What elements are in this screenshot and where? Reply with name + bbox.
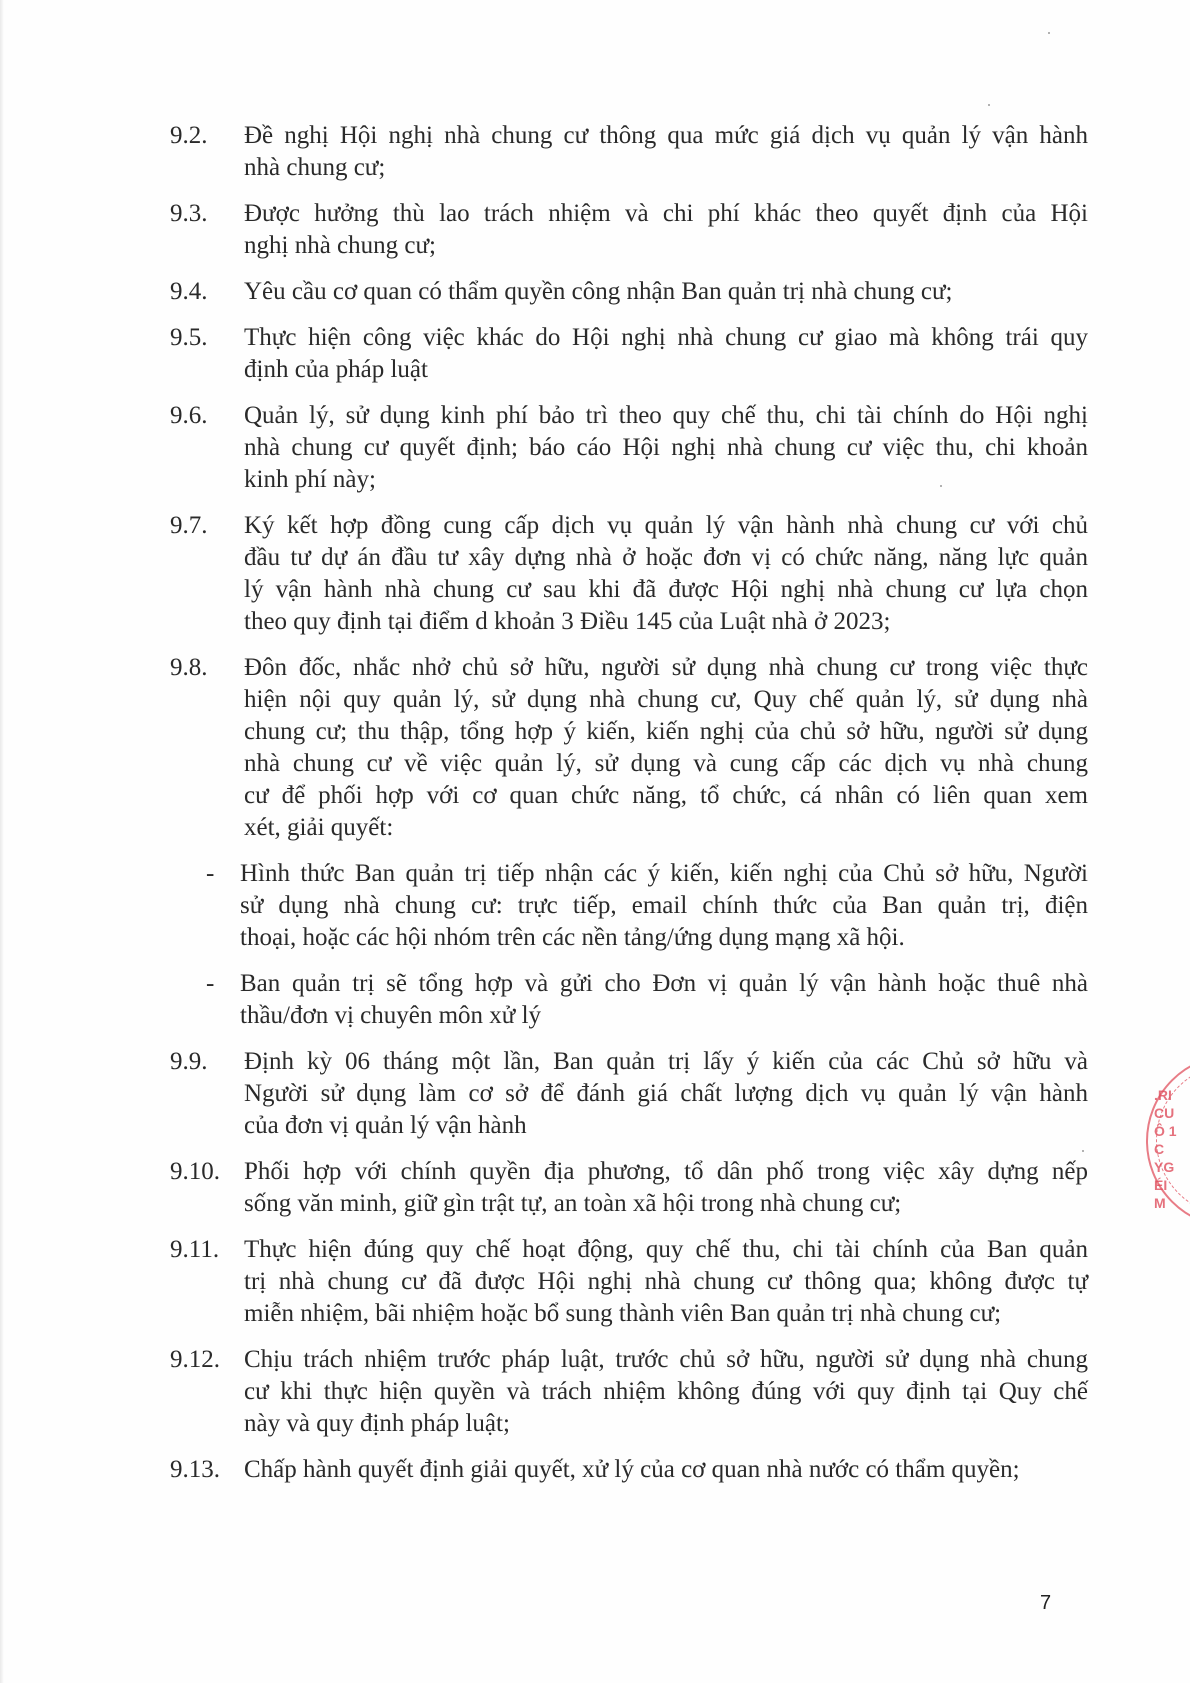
text-line: đầu tư dự án đầu tư xây dựng nhà ở hoặc đơn vị có chức năng, năng lực quản [244, 544, 1088, 571]
item-number: 9.12. [170, 1346, 220, 1373]
item-text [244, 198, 1088, 262]
list-item [170, 322, 1088, 386]
text-line: nhà chung cư quyết định; báo cáo Hội nghị nhà chung cư việc thu, chi khoản [244, 434, 1088, 461]
stamp-text [1154, 1086, 1190, 1212]
stamp-fragment: YG [1154, 1159, 1175, 1175]
text-line: thầu/đơn vị chuyên môn xử lý [240, 1002, 542, 1029]
item-text [244, 1046, 1088, 1142]
text-line: chung cư; thu thập, tổng hợp ý kiến, kiến nghị của chủ sở hữu, người sử dụng [244, 718, 1088, 745]
sub-list-item [170, 858, 1088, 954]
scan-speck [1048, 32, 1050, 34]
text-line: Yêu cầu cơ quan có thẩm quyền công nhận Ban quản trị nhà chung cư; [244, 278, 953, 305]
stamp-fragment: .RI [1154, 1087, 1172, 1103]
text-line: kinh phí này; [244, 466, 376, 493]
list-item [170, 1046, 1088, 1142]
stamp-fragment: CU [1154, 1105, 1175, 1121]
list-item [170, 510, 1088, 638]
item-number: 9.5. [170, 324, 208, 351]
item-number: 9.10. [170, 1158, 220, 1185]
text-line: nhà chung cư; [244, 154, 386, 181]
item-number: 9.4. [170, 278, 208, 305]
list-item [170, 652, 1088, 844]
list-item [170, 276, 1088, 308]
text-line: này và quy định pháp luật; [244, 1410, 510, 1437]
text-line: Ký kết hợp đồng cung cấp dịch vụ quản lý vận hành nhà chung cư với chủ [244, 512, 1088, 539]
item-number: 9.6. [170, 402, 208, 429]
document-body [170, 120, 1088, 1500]
item-text [244, 1454, 1088, 1486]
text-line: Thực hiện đúng quy chế hoạt động, quy chế thu, chi tài chính của Ban quản [244, 1236, 1088, 1263]
scan-speck [988, 104, 990, 106]
list-item [170, 400, 1088, 496]
text-line: Được hưởng thù lao trách nhiệm và chi phí khác theo quyết định của Hội [244, 200, 1088, 227]
text-line: hiện nội quy quản lý, sử dụng nhà chung cư, Quy chế quản lý, sử dụng nhà [244, 686, 1088, 713]
list-item [170, 1454, 1088, 1486]
text-line: Người sử dụng làm cơ sở để đánh giá chất lượng dịch vụ quản lý vận hành [244, 1080, 1088, 1107]
text-line: Định kỳ 06 tháng một lần, Ban quản trị lấy ý kiến của các Chủ sở hữu và [244, 1048, 1088, 1075]
text-line: cư để phối hợp với cơ quan chức năng, tổ chức, cá nhân có liên quan xem [244, 782, 1088, 809]
text-line: nghị nhà chung cư; [244, 232, 436, 259]
list-item [170, 198, 1088, 262]
text-line: Quản lý, sử dụng kinh phí bảo trì theo quy chế thu, chi tài chính do Hội nghị [244, 402, 1088, 429]
text-line: Chịu trách nhiệm trước pháp luật, trước chủ sở hữu, người sử dụng nhà chung [244, 1346, 1088, 1373]
text-line: lý vận hành nhà chung cư sau khi đã được Hội nghị nhà chung cư lựa chọn [244, 576, 1088, 603]
text-line: định của pháp luật [244, 356, 428, 383]
sub-item-text [240, 968, 1088, 1032]
scan-speck [1082, 1150, 1084, 1152]
item-number: 9.3. [170, 200, 208, 227]
list-item [170, 1234, 1088, 1330]
item-text [244, 1344, 1088, 1440]
text-line: Hình thức Ban quản trị tiếp nhận các ý kiến, kiến nghị của Chủ sở hữu, Người [240, 860, 1088, 887]
scan-edge-shadow [0, 0, 4, 1683]
text-line: miễn nhiệm, bãi nhiệm hoặc bổ sung thành viên Ban quản trị nhà chung cư; [244, 1300, 1002, 1327]
item-number: 9.13. [170, 1456, 220, 1483]
text-line: Đề nghị Hội nghị nhà chung cư thông qua mức giá dịch vụ quản lý vận hành [244, 122, 1088, 149]
item-text [244, 510, 1088, 638]
list-item [170, 1156, 1088, 1220]
text-line: Ban quản trị sẽ tổng hợp và gửi cho Đơn vị quản lý vận hành hoặc thuê nhà [240, 970, 1088, 997]
text-line: sử dụng nhà chung cư: trực tiếp, email chính thức của Ban quản trị, điện [240, 892, 1088, 919]
item-text [244, 400, 1088, 496]
item-number: 9.8. [170, 654, 208, 681]
item-number: 9.11. [170, 1236, 220, 1263]
stamp-fragment: Ô 1 [1154, 1123, 1177, 1139]
stamp-fragment: M [1154, 1195, 1166, 1211]
item-text [244, 322, 1088, 386]
text-line: theo quy định tại điểm d khoản 3 Điều 145 của Luật nhà ở 2023; [244, 608, 891, 635]
scan-speck [940, 485, 942, 487]
text-line: Thực hiện công việc khác do Hội nghị nhà chung cư giao mà không trái quy [244, 324, 1088, 351]
sub-item-text [240, 858, 1088, 954]
sub-list-item [170, 968, 1088, 1032]
item-text [244, 1234, 1088, 1330]
item-text [244, 276, 1088, 308]
page-number: 7 [1040, 1592, 1052, 1614]
text-line: nhà chung cư về việc quản lý, sử dụng và cung cấp các dịch vụ nhà chung [244, 750, 1088, 777]
text-line: Phối hợp với chính quyền địa phương, tổ dân phố trong việc xây dựng nếp [244, 1158, 1088, 1185]
text-line: Đôn đốc, nhắc nhở chủ sở hữu, người sử dụng nhà chung cư trong việc thực [244, 654, 1088, 681]
stamp-fragment: ÉI [1154, 1177, 1168, 1193]
item-number: 9.9. [170, 1048, 208, 1075]
text-line: sống văn minh, giữ gìn trật tự, an toàn xã hội trong nhà chung cư; [244, 1190, 902, 1217]
list-item [170, 120, 1088, 184]
item-number: 9.2. [170, 122, 208, 149]
dash-bullet: - [206, 860, 215, 887]
dash-bullet: - [206, 970, 215, 997]
item-text [244, 652, 1088, 844]
stamp-fragment: C [1154, 1141, 1165, 1157]
text-line: Chấp hành quyết định giải quyết, xử lý của cơ quan nhà nước có thẩm quyền; [244, 1456, 1020, 1483]
text-line: thoại, hoặc các hội nhóm trên các nền tảng/ứng dụng mạng xã hội. [240, 924, 905, 951]
red-seal-stamp [1140, 1050, 1190, 1230]
list-item [170, 1344, 1088, 1440]
item-text [244, 120, 1088, 184]
text-line: cư khi thực hiện quyền và trách nhiệm không đúng với quy định tại Quy chế [244, 1378, 1088, 1405]
item-number: 9.7. [170, 512, 208, 539]
text-line: của đơn vị quản lý vận hành [244, 1112, 527, 1139]
text-line: trị nhà chung cư đã được Hội nghị nhà chung cư thông qua; không được tự [244, 1268, 1088, 1295]
text-line: xét, giải quyết: [244, 814, 394, 841]
item-text [244, 1156, 1088, 1220]
